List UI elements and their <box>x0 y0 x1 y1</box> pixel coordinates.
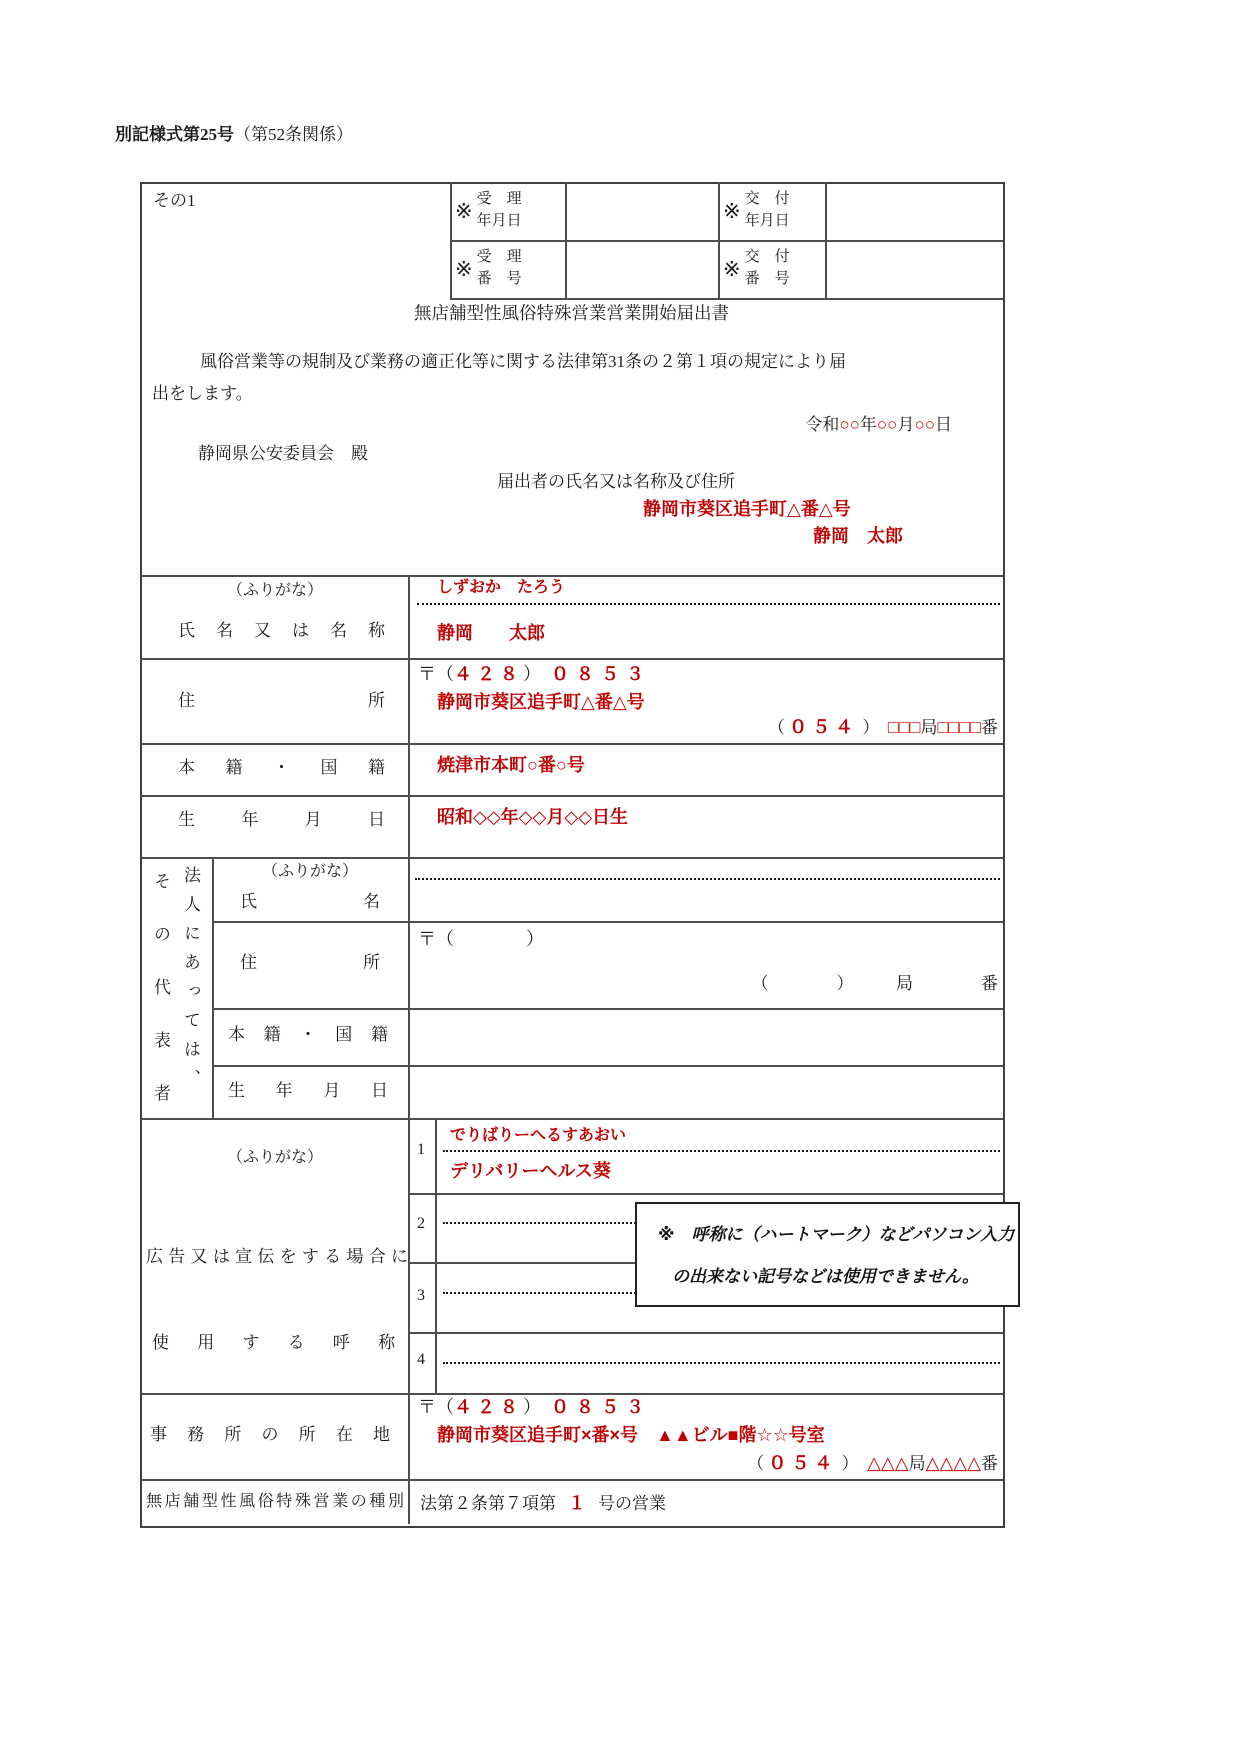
furigana-dotted-line <box>415 878 1000 880</box>
grid-line <box>140 1479 1003 1481</box>
stamp-label-line1: 受 理 <box>476 191 522 208</box>
office-phone <box>600 1452 998 1475</box>
phone-paren: （ <box>767 718 790 737</box>
representative-side-label-left: その代表者 <box>151 872 170 1137</box>
reference-mark-icon: ※ <box>455 198 473 223</box>
date-era: 令和 <box>805 415 840 434</box>
postal-rest-value: ０８５３ <box>551 664 651 684</box>
address-label: 住 所 <box>178 691 385 710</box>
grid-line <box>140 575 1003 577</box>
document-title: 無店舗型性風俗特殊営業営業開始届出書 <box>414 303 729 323</box>
category-value <box>420 1492 666 1515</box>
stamp-cell-received-date <box>450 182 570 240</box>
submission-date <box>600 414 952 435</box>
name-furigana-label: （ふりがな） <box>226 582 323 599</box>
date-day-value: ○○ <box>914 415 935 434</box>
stamp-label-line1: 交 付 <box>744 249 790 266</box>
name-value: 静岡 太郎 <box>437 623 545 643</box>
intro-line1: 風俗営業等の規制及び業務の適正化等に関する法律第31条の２第１項の規定により届 <box>200 352 846 371</box>
grid-line <box>140 658 1003 660</box>
registry-label: 本 籍 ・ 国 籍 <box>178 758 385 777</box>
name-label: 氏 名 又 は 名 称 <box>178 621 385 640</box>
office-postal-rest-value: ０８５３ <box>551 1397 651 1417</box>
phone-ban-label: 番 <box>981 1454 998 1473</box>
declarant-name-value: 静岡 太郎 <box>813 526 903 546</box>
office-phone-area-value: ０５４ <box>768 1453 838 1473</box>
reference-mark-icon: ※ <box>723 198 741 223</box>
stamp-cell-received-number <box>450 240 570 298</box>
reference-mark-icon: ※ <box>658 1225 675 1244</box>
phone-local-value: □□□ <box>887 717 921 737</box>
phone-area-value: ０５４ <box>789 717 859 737</box>
office-phone-local-value: △△△ <box>867 1453 909 1473</box>
category-value-suffix: 号の営業 <box>598 1494 666 1513</box>
phone-kyoku-label: 局 <box>908 1454 926 1473</box>
rep-name-furigana-label: （ふりがな） <box>261 863 358 880</box>
name-furigana-value: しずおか たろう <box>437 579 566 596</box>
grid-line <box>140 743 1003 745</box>
phone-kyoku-label: 局 <box>920 718 938 737</box>
trade-entry-number: 3 <box>417 1287 425 1304</box>
phone-number-value: □□□□ <box>937 717 981 737</box>
note-line2: の出来ない記号などは使用できません。 <box>672 1267 980 1286</box>
rep-address-phone-blank: （ ） 局 番 <box>751 974 998 993</box>
form-outer-border <box>140 182 1005 1528</box>
grid-line <box>450 298 1003 300</box>
rep-registry-label: 本 籍 ・ 国 籍 <box>228 1025 388 1044</box>
trade-label-line2: 使 用 す る 呼 称 <box>152 1333 395 1352</box>
phone-paren: ） <box>837 1454 868 1473</box>
grid-line <box>408 575 410 1524</box>
date-month-value: ○○ <box>876 415 898 434</box>
furigana-dotted-line <box>443 1362 1000 1364</box>
rep-address-label: 住 所 <box>240 953 380 972</box>
address-phone <box>600 716 998 739</box>
representative-side-label-right: 法人にあっては、 <box>181 866 200 1098</box>
category-number-value: １ <box>568 1493 586 1513</box>
stamp-cell-issued-date <box>718 182 830 240</box>
trade-entry1-value: デリバリーヘルス葵 <box>450 1161 611 1181</box>
form-style-label <box>115 124 353 145</box>
rep-name-label: 氏 名 <box>240 892 380 911</box>
rep-birth-label: 生 年 月 日 <box>228 1081 388 1100</box>
grid-line <box>212 1008 1003 1010</box>
grid-line <box>140 1393 1003 1395</box>
stamp-cell-issued-number <box>718 240 830 298</box>
grid-line <box>140 857 1003 859</box>
stamp-label-line2: 番 号 <box>744 271 790 287</box>
intro-line2: 出をします。 <box>152 384 253 403</box>
office-postal <box>418 1396 651 1419</box>
office-phone-number-value: △△△△ <box>925 1453 981 1473</box>
stamp-label-line2: 年月日 <box>744 213 790 229</box>
declarant-address-value: 静岡市葵区追手町△番△号 <box>643 499 851 519</box>
trade-entry-number: 2 <box>417 1215 425 1232</box>
office-street-value: 静岡市葵区追手町×番×号 ▲▲ビル■階☆☆号室 <box>437 1425 825 1445</box>
grid-line <box>408 1193 1003 1195</box>
birth-label: 生 年 月 日 <box>178 810 385 829</box>
postal-paren: （ <box>436 1397 454 1417</box>
address-postal <box>418 663 651 686</box>
furigana-dotted-line <box>443 1150 1000 1152</box>
note-box <box>635 1202 1020 1307</box>
declarant-caption: 届出者の氏名又は名称及び住所 <box>497 472 735 491</box>
form-style-number: 別記様式第25号 <box>115 125 234 144</box>
date-year-unit: 年 <box>859 415 877 434</box>
date-day-unit: 日 <box>935 415 952 434</box>
phone-paren: （ <box>747 1454 769 1473</box>
grid-line <box>408 1332 1003 1334</box>
category-label: 無店舗型性風俗特殊営業の種別 <box>146 1493 404 1510</box>
furigana-dotted-line <box>417 603 1000 605</box>
postal-paren: （ <box>436 664 454 684</box>
grid-line <box>140 1118 1003 1120</box>
office-label: 事 務 所 の 所 在 地 <box>150 1425 390 1444</box>
date-year-value: ○○ <box>839 415 860 434</box>
category-value-prefix: 法第２条第７項第 <box>420 1494 556 1513</box>
reference-mark-icon: ※ <box>723 256 741 281</box>
trade-label-line1: 広告又は宣伝をする場合に <box>146 1247 408 1266</box>
form-style-ref: （第52条関係） <box>234 125 353 144</box>
note-text1: 呼称に（ハートマーク）などパソコン入力 <box>674 1225 1015 1244</box>
office-postal-code-value: ４２８ <box>454 1397 523 1417</box>
grid-line <box>212 1065 1003 1067</box>
grid-line <box>140 795 1003 797</box>
date-month-unit: 月 <box>897 415 915 434</box>
address-street-value: 静岡市葵区追手町△番△号 <box>437 692 645 712</box>
addressee: 静岡県公安委員会 殿 <box>198 444 368 463</box>
postal-code-value: ４２８ <box>454 664 523 684</box>
stamp-label-line1: 交 付 <box>744 191 790 208</box>
stamp-label-line1: 受 理 <box>476 249 522 266</box>
note-line1 <box>658 1220 1014 1245</box>
stamp-label-line2: 番 号 <box>476 271 522 287</box>
grid-line <box>212 921 1003 923</box>
birth-value: 昭和◇◇年◇◇月◇◇日生 <box>437 807 629 827</box>
grid-line <box>212 857 214 1118</box>
trade-furigana-label: （ふりがな） <box>226 1149 323 1166</box>
grid-line <box>435 1118 437 1393</box>
postal-paren: ） <box>523 664 541 684</box>
trade-entry-number: 1 <box>417 1141 425 1158</box>
trade-entry-number: 4 <box>417 1351 425 1368</box>
rep-address-postal-blank: 〒（ ） <box>418 929 544 949</box>
postal-mark: 〒 <box>418 664 436 684</box>
registry-value: 焼津市本町○番○号 <box>437 755 585 775</box>
sheet-number: その1 <box>153 191 196 210</box>
reference-mark-icon: ※ <box>455 256 473 281</box>
trade-entry1-furigana: でりばりーへるすあおい <box>450 1127 627 1144</box>
postal-paren: ） <box>523 1397 541 1417</box>
stamp-label-line2: 年月日 <box>476 213 522 229</box>
phone-ban-label: 番 <box>981 718 998 737</box>
postal-mark: 〒 <box>418 1397 436 1417</box>
phone-paren: ） <box>858 718 888 737</box>
